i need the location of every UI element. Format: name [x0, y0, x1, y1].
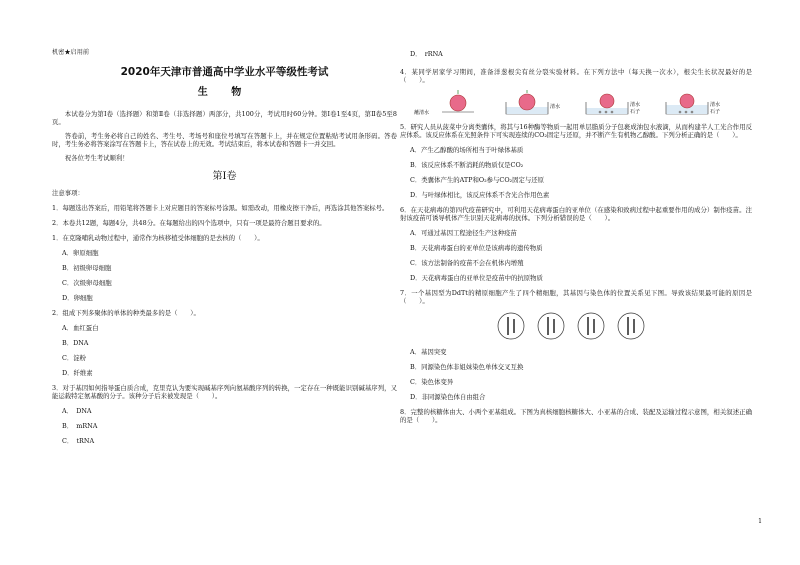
q4-label-d2: 石子 [710, 109, 721, 115]
page-number: 1 [758, 517, 762, 525]
q4-label-d: 清水 [710, 102, 721, 108]
sperm-cell-4-figure [616, 311, 646, 341]
q5-option-a: A．产生乙醇酸的场所相当于叶绿体基质 [410, 146, 524, 154]
q5-option-d: D．与叶绿体相比，该反应体系不含光合作用色素 [410, 191, 550, 199]
onion-dish-c-figure [584, 90, 652, 116]
right-column [400, 44, 752, 424]
question-8-stem: 8．完整的核糖体由大、小两个亚基组成。下图为真核细胞核糖体大、小亚基的合成、装配及运输过程示意图，相关叙述正确的是（ ）。 [400, 408, 752, 424]
note-1: 1．每题选出答案后，用铅笔将答题卡上对应题目的答案标号涂黑。如需改动，用橡皮擦干净后，再选涂其他答案标号。 [52, 204, 389, 213]
q4-figure [414, 90, 752, 116]
q7-option-b: B．同源染色体非姐妹染色单体交叉互换 [410, 363, 524, 371]
exam-title: 2020年天津市普通高中学业水平等级性考试 [120, 66, 329, 78]
q3-option-c: C． tRNA [62, 437, 95, 446]
q7-option-c: C．染色体变异 [410, 378, 454, 386]
q1-option-b: B．初级卵母细胞 [62, 264, 112, 273]
onion-dish-d-figure [664, 90, 732, 116]
q4-label-a: 蘸清水 [414, 110, 430, 116]
q2-option-a: A．血红蛋白 [62, 324, 99, 333]
q5-option-c: C．类囊体产生的ATP和O₂参与CO₂固定与还原 [410, 176, 545, 184]
q7-option-d: D．非同源染色体自由组合 [410, 393, 486, 401]
q3-option-b: B． mRNA [62, 422, 98, 431]
q3-option-d: D． rRNA [410, 50, 443, 58]
notes-heading: 注意事项： [52, 189, 84, 198]
q6-option-c: C．该方法制备的疫苗不会在机体内增殖 [410, 259, 524, 267]
question-5-stem: 5．研究人员从菠菜中分离类囊体，将其与16种酶等物质一起用单层脂质分子包裹成油包水液滴，从而构建半人工光合作用反应体系。该反应体系在光照条件下可实现连续的CO₂固定与还原，并不断产生有机物乙醇酸。下列分析正确的是（ ）。 [400, 123, 752, 139]
q1-option-c: C．次级卵母细胞 [62, 279, 112, 288]
q4-label-c2: 石子 [630, 109, 641, 115]
left-column [52, 44, 397, 445]
onion-dish-a-figure [414, 90, 492, 116]
question-1-stem: 1．在克隆哺乳动物过程中，通常作为核移植受体细胞的是去核的（ ）。 [52, 234, 264, 243]
q4-label-b: 清水 [550, 104, 561, 110]
q2-option-c: C．淀粉 [62, 354, 87, 363]
note-2: 2．本卷共12题，每题4分，共48分。在每题给出的四个选项中，只有一项是最符合题目要求的。 [52, 219, 326, 228]
q5-option-b: B．该反应体系不断消耗的物质仅是CO₂ [410, 161, 524, 169]
subject-title: 生 物 [197, 87, 252, 99]
volume-heading: 第Ⅰ卷 [212, 170, 237, 182]
question-6-stem: 6．在天花病毒的第四代疫苗研究中，可利用天花病毒蛋白的亚单位（在感染和致病过程中起重要作用的成分）制作疫苗。注射该疫苗可诱导机体产生识别天花病毒的抗体。下列分析错误的是（ ）。 [400, 206, 752, 222]
question-7-stem: 7．一个基因型为DdTt的精原细胞产生了四个精细胞，其基因与染色体的位置关系见下图。导致该结果最可能的原因是（ ）。 [400, 289, 752, 305]
q6-option-a: A．可通过基因工程途径生产这种疫苗 [410, 229, 517, 237]
q7-figure [496, 311, 752, 341]
intro-paragraph-1: 本试卷分为第Ⅰ卷（选择题）和第Ⅱ卷（非选择题）两部分，共100分，考试用时60分钟。第Ⅰ卷1至4页，第Ⅱ卷5至8页。 [52, 109, 397, 126]
q4-label-c: 清水 [630, 102, 641, 108]
question-4-stem: 4．某同学居家学习期间，准备洋葱根尖有丝分裂实验材料。在下列方法中（每天换一次水），根尖生长状况最好的是（ ）。 [400, 68, 752, 84]
q2-option-b: B．DNA [62, 339, 89, 348]
q1-option-a: A．卵原细胞 [62, 249, 99, 258]
sperm-cell-2-figure [536, 311, 566, 341]
q3-option-a: A． DNA [62, 407, 92, 416]
intro-paragraph-2: 答卷前，考生务必将自己的姓名、考生号、考场号和座位号填写在答题卡上，并在规定位置粘贴考试用条形码。答卷时，考生务必将答案涂写在答题卡上，答在试卷上的无效。考试结束后，将本试卷和答题卡一并交回。 [52, 131, 397, 148]
question-3-stem: 3．对于基因如何指导蛋白质合成，克里克认为要实现碱基序列向氨基酸序列的转换，一定存在一种既能识别碱基序列，又能运载特定氨基酸的分子。该种分子后来被发现是（ ）。 [52, 384, 397, 401]
q6-option-b: B．天花病毒蛋白的亚单位是该病毒的遗传物质 [410, 244, 543, 252]
q1-option-d: D．卵细胞 [62, 294, 93, 303]
q7-option-a: A．基因突变 [410, 348, 447, 356]
onion-dish-b-figure [504, 90, 572, 116]
secret-label: 机密★启用前 [52, 49, 90, 56]
sperm-cell-3-figure [576, 311, 606, 341]
intro-paragraph-3: 祝各位考生考试顺利！ [64, 153, 129, 162]
q2-option-d: D．纤维素 [62, 369, 93, 378]
q6-option-d: D．天花病毒蛋白的亚单位是疫苗中的抗原物质 [410, 274, 543, 282]
question-2-stem: 2．组成下列多聚体的单体的种类最多的是（ ）。 [52, 309, 200, 318]
sperm-cell-1-figure [496, 311, 526, 341]
